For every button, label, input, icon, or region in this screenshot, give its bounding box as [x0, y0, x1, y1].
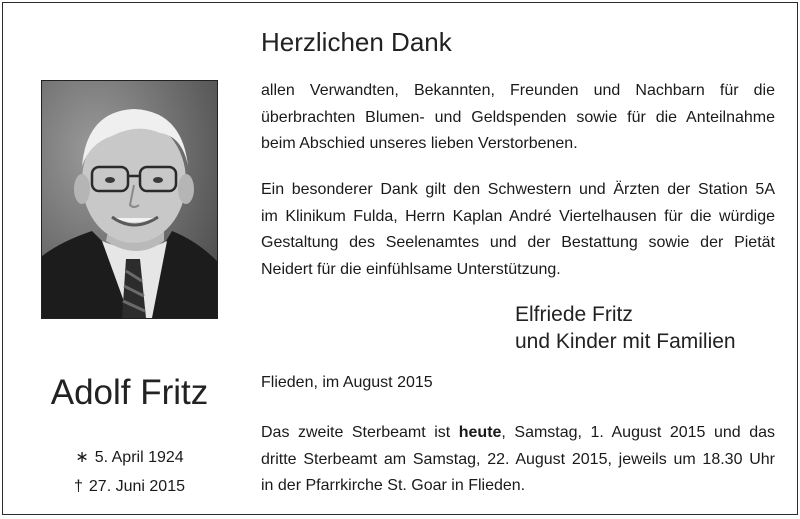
text-fragment: Das zweite Sterbeamt ist	[261, 424, 459, 441]
heading: Herzlichen Dank	[261, 27, 452, 57]
death-date: 27. Juni 2015	[88, 478, 185, 495]
life-dates	[41, 443, 218, 501]
signature-line-1: Elfriede Fritz	[515, 303, 633, 326]
mass-notice-paragraph	[261, 420, 775, 500]
death-date-row	[41, 472, 218, 501]
emphasis-today: heute	[458, 424, 502, 441]
birth-date-row	[41, 443, 218, 472]
signature	[515, 301, 736, 355]
deceased-name: Adolf Fritz	[50, 373, 209, 412]
obituary-card	[2, 2, 798, 515]
place-date: Flieden, im August 2015	[261, 374, 433, 391]
text-line: Ein besonderer Dank gilt den Schwestern und Ärzten der Station 5A	[261, 181, 775, 198]
portrait-photo	[41, 80, 218, 319]
text-line: im Klinikum Fulda, Herrn Kaplan André Viertelhausen für die würdige	[261, 207, 775, 225]
text-line: überbrachten Blumen- und Geldspenden sowie für die Anteilnahme	[261, 108, 775, 126]
birth-star-icon: ∗	[75, 449, 89, 466]
death-cross-icon: †	[74, 478, 83, 495]
thanks-paragraph	[261, 78, 775, 158]
text-line: in der Pfarrkirche St. Goar in Flieden.	[261, 477, 526, 494]
text-line: beim Abschied unseres lieben Verstorbenen.	[261, 135, 578, 152]
special-thanks-paragraph	[261, 177, 775, 283]
text-line: Neidert für die einfühlsame Unterstützung.	[261, 260, 561, 278]
text-fragment: , Samstag, 1. August 2015 und das	[501, 424, 775, 441]
signature-line-2: und Kinder mit Familien	[515, 330, 736, 353]
text-line: allen Verwandten, Bekannten, Freunden und Nachbarn für die	[261, 82, 775, 99]
text-line: dritte Sterbeamt am Samstag, 22. August 2015, jeweils um 18.30 Uhr	[261, 450, 775, 468]
text-line: Gestaltung des Seelenamtes und der Bestattung sowie der Pietät	[261, 234, 775, 251]
birth-date: 5. April 1924	[94, 449, 184, 466]
text-line	[261, 420, 775, 447]
